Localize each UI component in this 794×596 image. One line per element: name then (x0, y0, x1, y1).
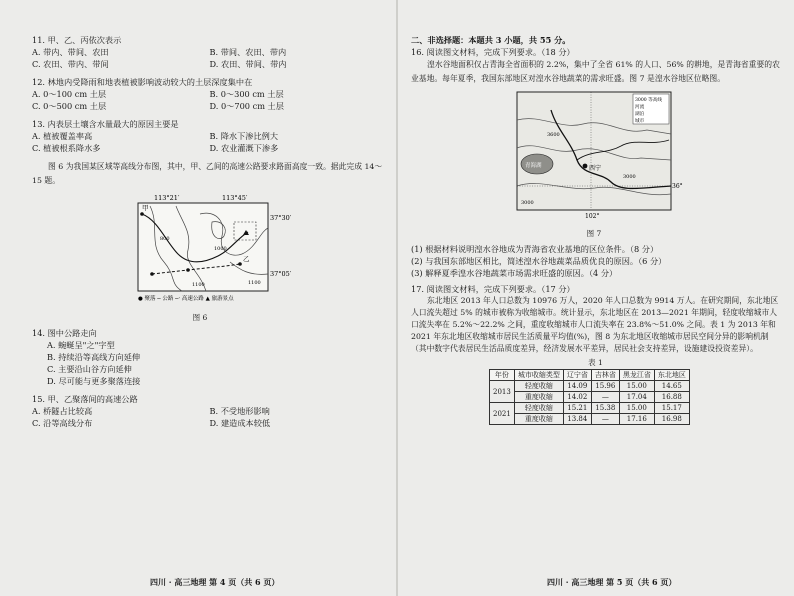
q11-option-b: B. 带间、农田、带内 (209, 47, 287, 57)
q15-option-d: D. 建造成本较低 (209, 418, 271, 428)
table-header-cell: 年份 (490, 370, 515, 381)
q11-option-c: C. 农田、带内、带间 (32, 59, 109, 69)
fig6-lat2: 37°05′ (270, 270, 292, 278)
left-page-footer: 四川 · 高三地理 第 4 页（共 6 页） (150, 577, 280, 587)
table-year-cell: 2021 (490, 403, 515, 425)
table-cell: — (591, 414, 619, 425)
fig6-frame (138, 203, 268, 291)
table-cell: 轻度收缩 (514, 381, 563, 392)
table-cell: 13.84 (563, 414, 591, 425)
table-header-cell: 城市收缩类型 (514, 370, 563, 381)
fig6-label-yi: 乙 (243, 255, 250, 263)
q13-option-b: B. 降水下渗比例大 (209, 131, 279, 141)
q12-option-c: C. 0～500 cm 土层 (32, 101, 107, 111)
fig7-contour-label: 3600 (547, 132, 560, 138)
q12-options-row1 (32, 88, 387, 100)
fig7-city-marker (583, 164, 588, 169)
fig7-lake-label: 青海湖 (525, 163, 542, 169)
q16-sub2: (2) 与我国东部地区相比，简述湟水谷地蔬菜品质优良的原因。（6 分） (411, 256, 667, 266)
table-year-cell: 2013 (490, 381, 515, 403)
right-page-footer: 四川 · 高三地理 第 5 页（共 6 页） (547, 577, 677, 587)
q11-stem: 11. 甲、乙、丙依次表示 (32, 35, 122, 45)
fig7-legend-contour: 3000 等高线 (635, 98, 662, 103)
fig7-contour-label: 3000 (521, 200, 534, 206)
fig6-lat1: 37°30′ (270, 214, 292, 222)
table-cell: 15.96 (591, 381, 619, 392)
q15-option-c: C. 沿等高线分布 (32, 418, 93, 428)
q16-stem: 16. 阅读图文材料，完成下列要求。（18 分） (411, 47, 575, 57)
table-header-row (490, 370, 690, 381)
q13-stem: 13. 内表层土壤含水量最大的原因主要是 (32, 119, 179, 129)
q13-options-row1 (32, 130, 387, 142)
table-cell: 14.02 (563, 392, 591, 403)
q13-option-c: C. 植被根系降水多 (32, 143, 101, 153)
fig6-contour-label: 1100 (192, 282, 205, 288)
table-cell: 15.17 (654, 403, 689, 414)
fig7-legend-city: 城市 (635, 119, 645, 124)
fig7-contour-label: 3000 (623, 174, 636, 180)
table-row (490, 403, 690, 414)
figure-6 (130, 192, 300, 323)
q17-material: 东北地区 2013 年人口总数为 10976 万人，2020 年人口总数为 9914 万人。在研究期间，东北地区人口流失超过 5% 的城市被称为收缩城市。统计显示，东北地区在 2013—2021 年期间，轻度收缩城市人口流失率在 5.2%～22.2% 之间，重度收缩城市人口流失率在 23.8%～51.0% 之间。表 1 为 2013 年和 2021 年东北地区收缩城市居民生活质量平均值(%)，图 8 为东北地区收缩城市居民空间分异的影响机制（其中数字代表居民生活品质度差异，经济发展水平差异，居民社会支持差异，设施建设投资差异）。 (411, 296, 779, 353)
q17-stem: 17. 阅读图文材料，完成下列要求。（17 分） (411, 284, 575, 294)
figure-6-map (130, 192, 300, 306)
q13-options-row2 (32, 142, 387, 154)
table-cell: 16.98 (654, 414, 689, 425)
fig6-contour-label: 800 (160, 236, 170, 242)
table-header-cell: 吉林省 (591, 370, 619, 381)
fig6-caption: 图 6 (192, 313, 208, 322)
table-row (490, 392, 690, 403)
q14-option-b: B. 持续沿等高线方向延伸 (47, 352, 141, 362)
q15-stem: 15. 甲、乙聚落间的高速公路 (32, 394, 138, 404)
right-page (397, 0, 794, 596)
fig6-settlement-yi (238, 262, 242, 266)
table-header-cell: 东北地区 (654, 370, 689, 381)
q12-options-row2 (32, 100, 387, 112)
q16-material: 湟水谷地面积仅占青海全省面积的 2.2%，集中了全省 61% 的人口、56% 的耕地，是青海省重要的农业基地。每年夏季，我国东部地区对湟水谷地蔬菜的需求旺盛。图 7 是湟水谷地区位略图。 (411, 60, 780, 83)
q12-option-b: B. 0～300 cm 土层 (209, 89, 284, 99)
fig7-city-label: 西宁 (589, 165, 602, 172)
fig6-lon2: 113°45′ (222, 194, 248, 202)
q15-option-a: A. 桥隧占比较高 (32, 406, 93, 416)
q16-sub3: (3) 解释夏季湟水谷地蔬菜市场需求旺盛的原因。（4 分） (411, 268, 618, 278)
q14-15-intro: 图 6 为我国某区域等高线分布图，其中，甲、乙间的高速公路要求路面高度一致。据此完成 14～15 题。 (32, 162, 383, 185)
fig7-lon-label: 102° (585, 213, 600, 220)
table-cell: — (591, 392, 619, 403)
q11-option-d: D. 农田、带间、带内 (209, 59, 287, 69)
section-heading: 二、非选择题：本题共 3 小题，共 55 分。 (411, 35, 571, 45)
table-cell: 重度收缩 (514, 392, 563, 403)
q14-stem: 14. 图中公路走向 (32, 328, 97, 338)
table-cell: 15.38 (591, 403, 619, 414)
table-cell: 17.04 (619, 392, 654, 403)
q15-option-b: B. 不受地形影响 (209, 406, 270, 416)
fig6-lon1: 113°21′ (154, 194, 180, 202)
table-header-cell: 辽宁省 (563, 370, 591, 381)
table-cell: 16.88 (654, 392, 689, 403)
fig6-contour-label: 1100 (248, 280, 261, 286)
q15-options-row2 (32, 417, 387, 429)
table-cell: 14.09 (563, 381, 591, 392)
table-header-cell: 黑龙江省 (619, 370, 654, 381)
table-cell: 14.65 (654, 381, 689, 392)
q13-option-d: D. 农业灌溉下渗多 (209, 143, 279, 153)
fig6-legend: ● 聚落 ─ 公路 ─· 高速公路 ▲ 旅游景点 (138, 296, 234, 302)
table-row (490, 414, 690, 425)
fig6-settlement-jia (140, 212, 144, 216)
fig6-settlement (186, 268, 190, 272)
table-cell: 17.16 (619, 414, 654, 425)
table-cell: 15.00 (619, 381, 654, 392)
q12-option-d: D. 0～700 cm 土层 (209, 101, 284, 111)
fig7-caption: 图 7 (586, 229, 602, 238)
q11-options-row2 (32, 58, 387, 70)
table1-title: 表 1 (588, 358, 603, 367)
q12-stem: 12. 林地内受降雨和地表植被影响波动较大的土层深度集中在 (32, 77, 253, 87)
fig6-contour-label: 1000 (214, 246, 227, 252)
q14-option-c: C. 主要沿山谷方向延伸 (47, 364, 132, 374)
fig7-legend-river: 河流 (635, 105, 645, 110)
figure-7-map (511, 90, 683, 222)
q13-option-a: A. 植被覆盖率高 (32, 131, 93, 141)
table-1 (489, 369, 690, 425)
q11-options-row1 (32, 46, 387, 58)
table-cell: 轻度收缩 (514, 403, 563, 414)
table-cell: 重度收缩 (514, 414, 563, 425)
q12-option-a: A. 0～100 cm 土层 (32, 89, 107, 99)
fig6-settlement (150, 272, 154, 276)
table-row (490, 381, 690, 392)
fig7-lat-label: 36° (672, 183, 683, 190)
q14-option-d: D. 尽可能与更多聚落连接 (47, 376, 141, 386)
q16-sub1: (1) 根据材料说明湟水谷地成为青海省农业基地的区位条件。（8 分） (411, 244, 659, 254)
table-cell: 15.21 (563, 403, 591, 414)
table-cell: 15.00 (619, 403, 654, 414)
q11-option-a: A. 带内、带间、农田 (32, 47, 109, 57)
fig6-label-jia: 甲 (142, 204, 149, 212)
q14-option-a: A. 蜿蜒呈"之"字型 (47, 340, 115, 350)
fig7-legend-lake: 湖泊 (635, 112, 645, 117)
figure-7 (511, 90, 683, 239)
q15-options-row1 (32, 405, 387, 417)
